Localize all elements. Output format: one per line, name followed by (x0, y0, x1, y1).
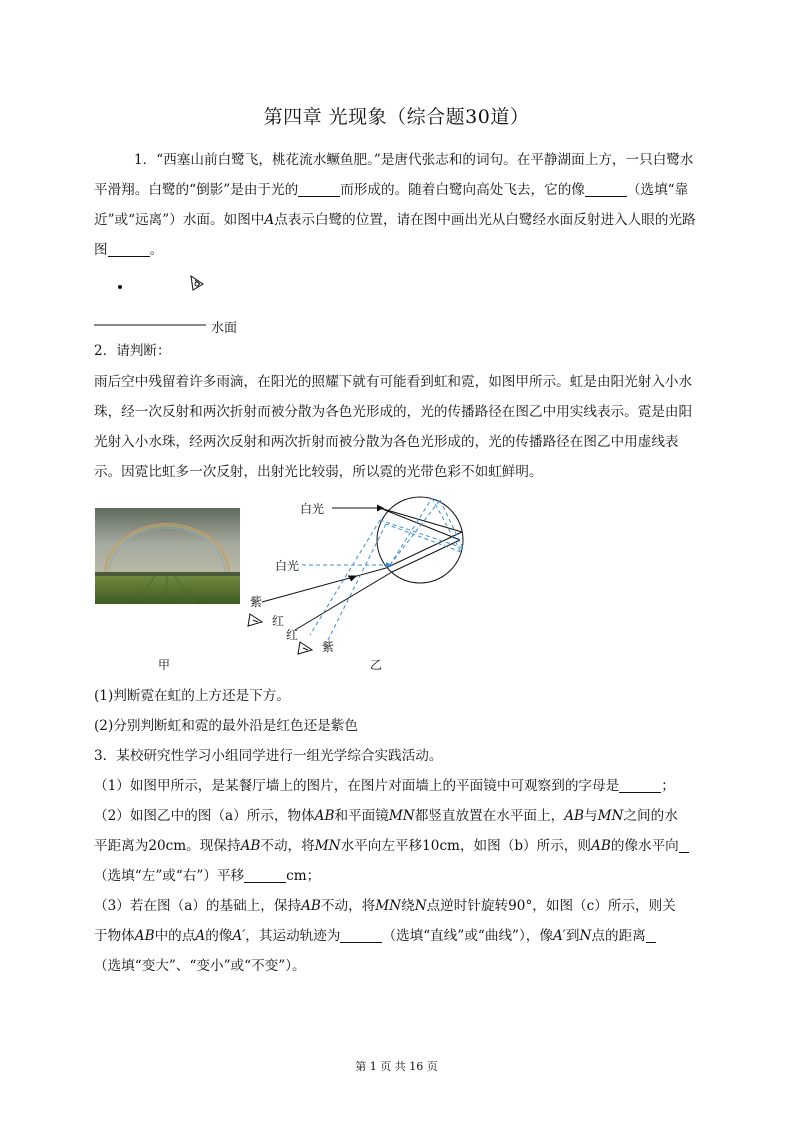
answer-blank[interactable] (619, 778, 661, 793)
question-2-sub-1: (1)判断霓在虹的上方还是下方。 (94, 688, 290, 704)
question-1: 1．“西塞山前白鹭飞，桃花流水鳜鱼肥。”是唐代张志和的词句。在平静湖面上方，一只白鹭水平滑翔。白鹭的“倒影”是由于光的 而形成的。随着白鹭向高处飞去，它的像 （选填“靠近”或“远离”）水面。如图中A点表示白鹭的位置，请在图中画出光从白鹭经水面反射进入人眼的光路图 。 (94, 152, 696, 258)
label-red-2: 红 (286, 628, 299, 642)
label-purple-1: 紫 (250, 595, 263, 609)
eye-icon (248, 614, 262, 626)
egret-point-a (118, 285, 122, 289)
answer-blank[interactable] (244, 868, 286, 883)
water-drop-circle (377, 497, 463, 583)
question-3-part-1: （1）如图甲所示，是某餐厅墙上的图片，在图片对面墙上的平面镜中可观察到的字母是 ； (94, 778, 675, 794)
answer-blank[interactable] (298, 182, 340, 197)
question-2-head: 2．请判断： (94, 343, 171, 359)
answer-blank[interactable] (108, 242, 150, 257)
question-3-part-2-line-2: 平距离为20cm。现保持AB不动，将MN水平向左平移10cm，如图（b）所示，则AB的像水平向 (94, 834, 689, 854)
answer-blank[interactable] (585, 182, 627, 197)
question-2-body: 雨后空中残留着许多雨滴，在阳光的照耀下就有可能看到虹和霓，如图甲所示。虹是由阳光射入小水珠，经一次反射和两次折射而被分散为各色光形成的，光的传播路径在图乙中用实线表示。霓是由阳光射入小水珠，经两次反射和两次折射而被分散为各色光形成的，光的传播路径在图乙中用虚线表示。因霓比虹多一次反射，出射光比较弱，所以霓的光带色彩不如虹鲜明。 (94, 374, 693, 480)
question-3-part-3-line-2: 于物体AB中的点A的像A′，其运动轨迹为 （选填“直线”或“曲线”），像A′到N点的距离 (94, 924, 656, 944)
label-white-light-2: 白光 (275, 559, 300, 573)
label-red-1: 红 (272, 614, 285, 628)
answer-blank[interactable] (646, 928, 656, 943)
water-surface-label: 水面 (211, 321, 238, 336)
figure-label-jia: 甲 (158, 658, 171, 672)
figure-label-yi: 乙 (370, 658, 383, 672)
answer-blank[interactable] (340, 928, 382, 943)
question-3-part-3-line-3: （选填“变大”、“变小”或“不变”）。 (94, 958, 306, 974)
label-white-light-1: 白光 (300, 502, 325, 516)
raindrop-diagram (240, 490, 480, 660)
rainbow-photo (95, 508, 240, 604)
label-purple-2: 紫 (322, 640, 335, 654)
page-title: 第四章 光现象（综合题30道） (263, 106, 530, 128)
eye-icon (298, 642, 312, 654)
page-footer: 第 1 页 共 16 页 (355, 1060, 438, 1073)
question-3-part-3-line-1: （3）若在图（a）的基础上，保持AB不动，将MN绕N点逆时针旋转90°，如图（c）所示，则关 (94, 898, 676, 914)
question-3-part-2-line-3: （选填“左”或“右”）平移 cm； (94, 868, 321, 884)
question-3-part-2-line-1: （2）如图乙中的图（a）所示，物体AB和平面镜MN都竖直放置在水平面上，AB与MN之间的水 (94, 808, 678, 824)
question-2-sub-2: (2)分别判断虹和霓的最外沿是红色还是紫色 (94, 718, 358, 734)
question-3-head: 3．某校研究性学习小组同学进行一组光学综合实践活动。 (94, 748, 443, 764)
answer-blank[interactable] (679, 838, 689, 853)
eye-icon (191, 276, 203, 290)
